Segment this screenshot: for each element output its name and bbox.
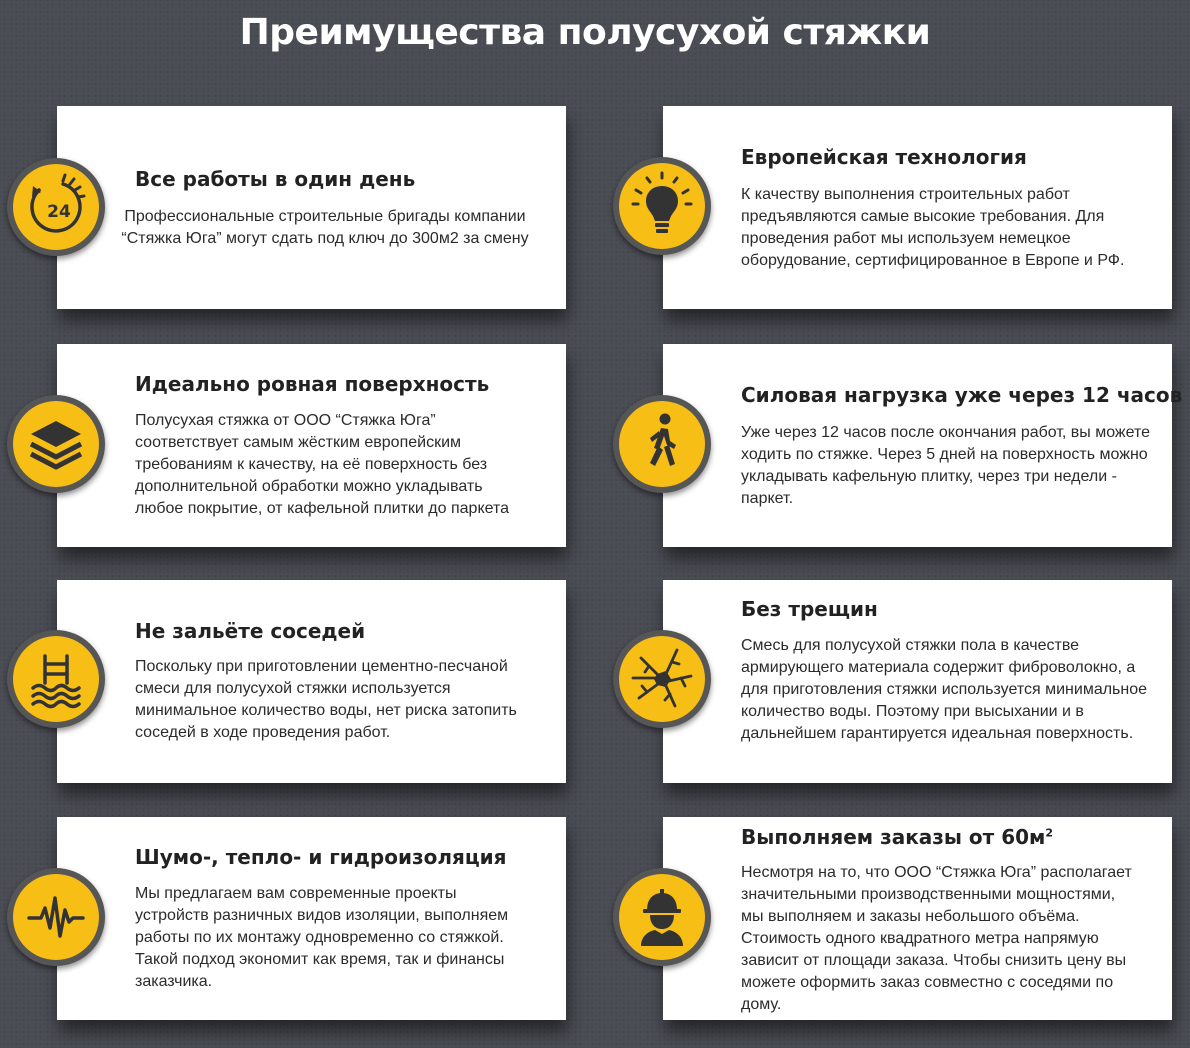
feature-title: Не зальёте соседей (135, 619, 366, 643)
feature-title: Все работы в один день (135, 167, 416, 191)
feature-title: Силовая нагрузка уже через 12 часов (741, 383, 1183, 407)
feature-badge (7, 630, 105, 728)
builder-helmet-icon (619, 874, 705, 960)
sound-wave-icon (13, 874, 99, 960)
feature-text: Смесь для полусухой стяжки пола в качестве армирующего материала содержит фиброволокно, а для приготовления стяжки используется минимальное количество воды. Поэтому при высыхании и в дальнейшем гарантируется идеальная поверхность. (741, 637, 1148, 742)
feature-title-text: Выполняем заказы от 60м (741, 825, 1046, 849)
svg-text:24: 24 (47, 202, 71, 222)
feature-text: К качеству выполнения строительных работ предъявляются самые высокие требования. Для проведения работ мы используем немецкое оборудование, сертифицированное в Европе и РФ. (741, 186, 1125, 269)
feature-badge (7, 868, 105, 966)
cracked-surface-icon (619, 636, 705, 722)
24-hours-icon (13, 164, 99, 250)
walking-person-icon (619, 401, 705, 487)
feature-title: Европейская технология (741, 145, 1027, 169)
feature-text: Уже через 12 часов после окончания работ, вы можете ходить по стяжке. Через 5 дней на поверхность можно укладывать кафельную плитку, через три недели - паркет. (741, 424, 1151, 507)
feature-badge (613, 395, 711, 493)
feature-badge (613, 157, 711, 255)
feature-text: Мы предлагаем вам современные проекты устройств разничных видов изоляции, выполняем работы по их монтажу одновременно со стяжкой. Такой подход экономит как время, так и финансы заказчика. (135, 885, 509, 990)
feature-badge (613, 630, 711, 728)
page-title: Преимущества полусухой стяжки (239, 12, 931, 53)
feature-text: Полусухая стяжка от ООО “Стяжка Юга” соответствует самым жёстким европейским требованиям к качеству, на её поверхность без дополнительной обработки можно укладывать любое покрытие, от кафельной плитки до паркета (135, 412, 510, 517)
feature-badge (7, 158, 105, 256)
feature-badge (613, 868, 711, 966)
feature-text: Несмотря на то, что ООО “Стяжка Юга” располагает значительными производственными мощностями, мы выполняем и заказы небольшого объёма. Стоимость одного квадратного метра напрямую зависит от площади заказа. Чтобы снизить цену вы можете оформить заказ совместно с соседями по дому. (741, 864, 1132, 1013)
light-bulb-icon (619, 163, 705, 249)
feature-title: Шумо-, тепло- и гидроизоляция (135, 845, 507, 869)
feature-title: Идеально ровная поверхность (135, 372, 490, 396)
feature-title (741, 825, 1053, 849)
feature-badge (7, 395, 105, 493)
feature-text: Поскольку при приготовлении цементно-песчаной смеси для полусухой стяжки используется минимальное количество воды, нет риска затопить соседей в ходе проведения работ. (135, 658, 517, 741)
layers-icon (13, 401, 99, 487)
superscript: 2 (1045, 826, 1054, 840)
feature-title: Без трещин (741, 597, 878, 621)
pool-ladder-icon (13, 636, 99, 722)
feature-text: Профессиональные строительные бригады компании “Стяжка Юга” могут сдать под ключ до 300м2 за смену (121, 208, 529, 247)
